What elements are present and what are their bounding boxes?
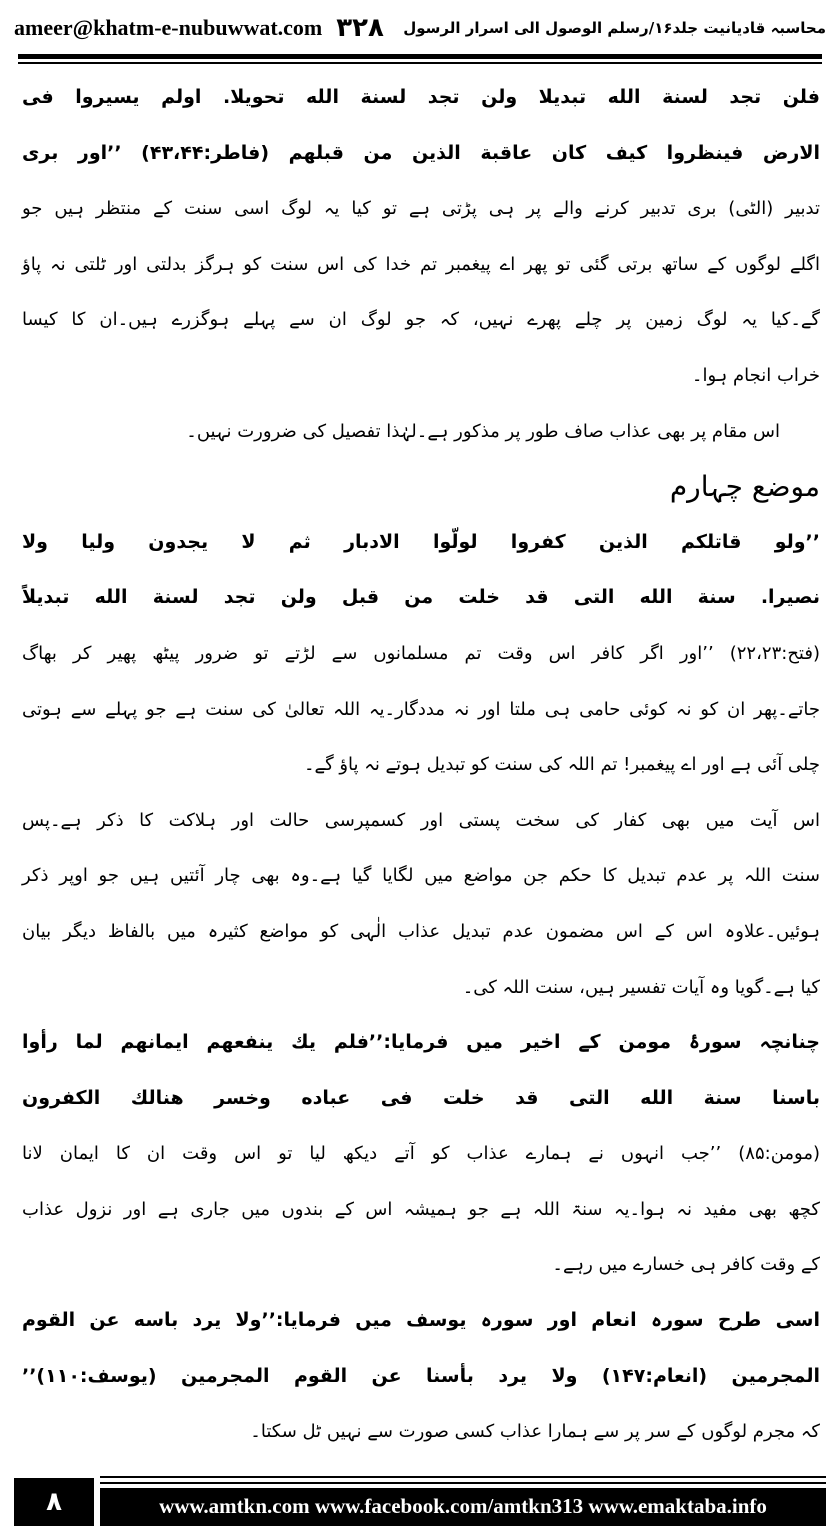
body-text: [14, 64, 826, 1460]
text-line: چنانچہ سورۂ مومن کے اخیر میں فرمایا:’’فلم يك ينفعهم ايمانهم لما رأوا: [22, 1031, 820, 1054]
page-header: [14, 8, 826, 48]
text-line: کیا ہے۔گویا وہ آیات تفسیر ہیں، سنت اللہ کی۔: [462, 976, 820, 998]
text-line: فلن تجد لسنة الله تبديلا ولن تجد لسنة الله تحويلا. اولم يسيروا فى: [22, 86, 820, 108]
footer-rule: [100, 1476, 826, 1478]
text-line: چلی آئی ہے اور اے پیغمبر! تم اللہ کی سنت کو تبدیل ہوتے نہ پاؤ گے۔: [303, 754, 820, 776]
header-book-title: محاسبہ قادیانیت جلد۱۶/رسلم الوصول الی اسرار الرسول: [403, 19, 826, 37]
page-footer: [14, 1474, 826, 1526]
footer-links: www.amtkn.com www.facebook.com/amtkn313 www.emaktaba.info: [100, 1488, 826, 1526]
text-line: جاتے۔پھر ان کو نہ کوئی حامی ہی ملتا اور نہ مددگار۔یہ اللہ تعالیٰ کی سنت ہے جو پہلے سے ہوتی: [22, 698, 820, 720]
footer-page-number: ۸: [14, 1478, 94, 1526]
text-line: ’’ولو قاتلكم الذين كفروا لولّوا الادبار ثم لا يجدون وليا ولا: [22, 530, 820, 553]
text-line: اس آیت میں بھی کفار کی سخت پستی اور کسمپرسی حالت اور ہلاکت کا ذکر ہے۔پس: [22, 809, 820, 831]
text-line: سنت اللہ پر عدم تبدیل کا حکم جن مواضع میں لگایا گیا ہے۔وہ بھی چار آئتیں ہیں جو اوپر ذکر: [22, 865, 820, 887]
text-line: اگلے لوگوں کے ساتھ برتی گئی تو پھر اے پیغمبر تم خدا کی اس سنت کو ہرگز بدلتی اور ٹلتی نہ پاؤ: [22, 253, 820, 275]
text-line: المجرمين (انعام:۱۴۷) ولا يرد بأسنا عن القوم المجرمين (يوسف:۱۱۰)’’: [22, 1364, 821, 1387]
section-heading: موضع چہارم: [669, 470, 820, 504]
text-line: اسی طرح سورہ انعام اور سورہ یوسف میں فرمایا:’’ولا يرد باسه عن القوم: [22, 1309, 820, 1332]
text-line: ہوئیں۔علاوہ اس کے اس مضمون عدم تبدیل عذاب الٰہی کو مواضع کثیرہ میں بالفاظ دیگر بیان: [22, 920, 820, 942]
text-line: کہ مجرم لوگوں کے سر پر سے ہمارا عذاب کسی صورت سے نہیں ٹل سکتا۔: [250, 1421, 820, 1443]
text-line: خراب انجام ہوا۔: [691, 364, 820, 386]
text-line: کچھ بھی مفید نہ ہوا۔یہ سنۃ اللہ ہے جو ہمیشہ اس کے بندوں میں جاری ہے اور نزول عذاب: [22, 1198, 820, 1220]
text-line: کے وقت کافر ہی خسارے میں رہے۔: [552, 1254, 820, 1276]
text-line: گے۔کیا یہ لوگ زمین پر چلے پھرے نہیں، کہ جو لوگ ان سے پہلے ہوگزرے ہیں۔ان کا کیسا: [22, 309, 820, 331]
header-page-number: ۳۲۸: [336, 13, 384, 43]
text-line: اس مقام پر بھی عذاب صاف طور پر مذکور ہے۔لہٰذا تفصیل کی ضرورت نہیں۔: [186, 420, 780, 442]
text-line: الارض فينظروا كيف كان عاقبة الذين من قبلهم (فاطر:۴۳،۴۴) ’’اور بری: [22, 141, 820, 164]
text-line: (فتح:۲۲،۲۳) ’’اور اگر کافر اس وقت تم مسلمانوں سے لڑتے تو ضرور پیٹھ پھیر کر بھاگ: [22, 642, 820, 664]
text-line: نصيرا. سنة الله التى قد خلت من قبل ولن تجد لسنة الله تبديلاً: [22, 586, 820, 609]
text-line: تدبیر (الٹی) بری تدبیر کرنے والے پر ہی پڑتی ہے تو کیا یہ لوگ اسی سنت کے منتظر ہیں جو: [22, 198, 820, 220]
text-line: (مومن:۸۵) ’’جب انہوں نے ہمارے عذاب کو آتے دیکھ لیا تو اس وقت ان کا ایمان لانا: [22, 1143, 820, 1165]
text-line: باسنا سنة الله التى قد خلت فى عباده وخسر هنالك الكفرون: [22, 1086, 820, 1109]
footer-rule: [100, 1482, 826, 1484]
header-rule-thick: [18, 54, 822, 59]
header-email: ameer@khatm-e-nubuwwat.com: [14, 15, 323, 40]
